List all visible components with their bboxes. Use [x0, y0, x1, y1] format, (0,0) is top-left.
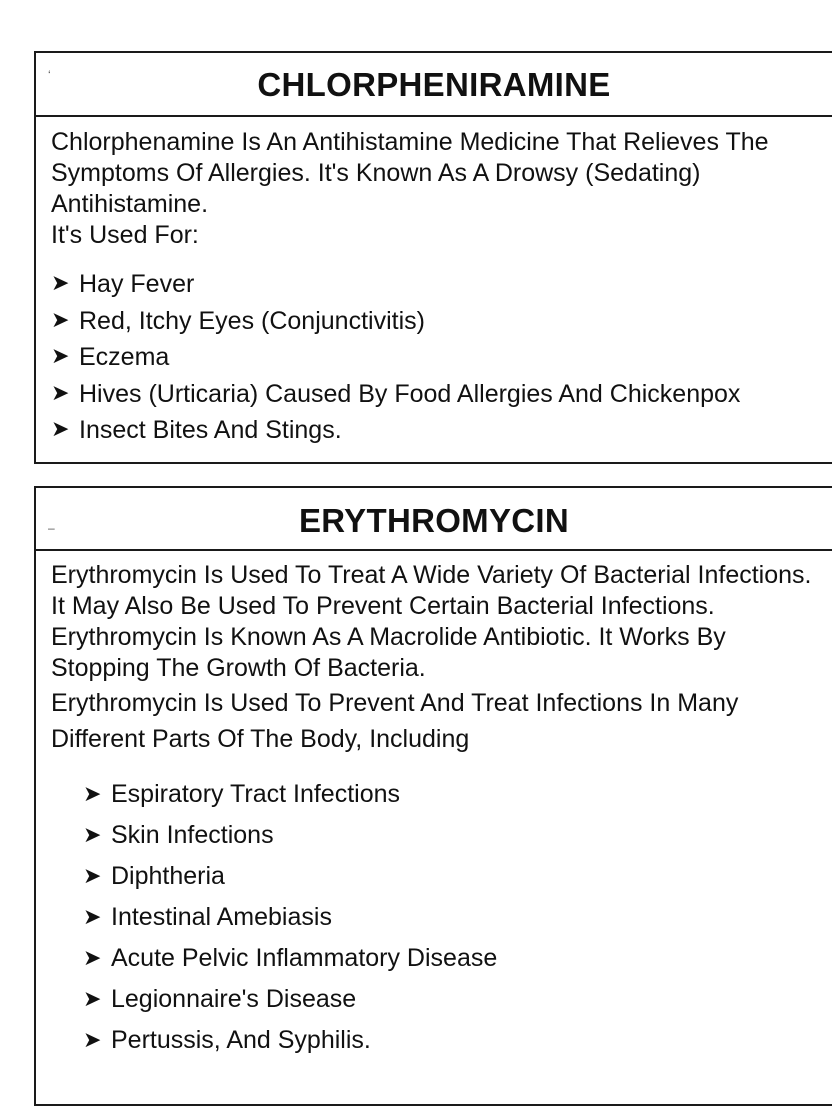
- chlorpheniramine-card: [34, 51, 832, 464]
- list-item: ➤ Espiratory Tract Infections: [83, 774, 497, 815]
- arrowhead-bullet-icon: ➤: [83, 946, 102, 971]
- arrowhead-bullet-icon: ➤: [51, 344, 70, 370]
- erythromycin-uses-list: [83, 774, 497, 1061]
- chlorpheniramine-uses-list: [51, 266, 740, 449]
- erythromycin-list-intro: Erythromycin Is Used To Prevent And Treat Infections In Many Different Parts Of The Body, Including: [51, 689, 739, 753]
- scan-mark: ‘: [48, 68, 51, 82]
- list-item: ➤ Intestinal Amebiasis: [83, 897, 497, 938]
- list-item: ➤ Eczema: [51, 339, 740, 376]
- list-item: ➤ Acute Pelvic Inflammatory Disease: [83, 938, 497, 979]
- arrowhead-bullet-icon: ➤: [83, 1028, 102, 1053]
- erythromycin-title-text: ERYTHROMYCIN: [298, 502, 570, 539]
- arrowhead-bullet-icon: ➤: [83, 864, 102, 889]
- erythromycin-description: Erythromycin Is Used To Treat A Wide Variety Of Bacterial Infections. It May Also Be Used To Prevent Certain Bacterial Infections. Erythromycin Is Known As A Macrolide Antibiotic. It Works By Stopping The Growth Of Bacteria.: [51, 561, 812, 682]
- arrowhead-bullet-icon: ➤: [83, 782, 102, 807]
- scan-mark: –: [48, 521, 55, 535]
- arrowhead-bullet-icon: ➤: [83, 905, 102, 930]
- chlorpheniramine-description: Chlorphenamine Is An Antihistamine Medicine That Relieves The Symptoms Of Allergies. It's Known As A Drowsy (Sedating) Antihistamine.: [51, 128, 769, 218]
- arrowhead-bullet-icon: ➤: [51, 271, 70, 296]
- arrowhead-bullet-icon: ➤: [51, 380, 70, 406]
- arrowhead-bullet-icon: ➤: [83, 987, 102, 1012]
- list-item: ➤ Insect Bites And Stings.: [51, 412, 740, 449]
- list-item: ➤ Legionnaire's Disease: [83, 979, 497, 1020]
- list-item: ➤ Skin Infections: [83, 815, 497, 856]
- list-item: ➤ Hives (Urticaria) Caused By Food Allergies And Chickenpox: [51, 376, 740, 413]
- arrowhead-bullet-icon: ➤: [51, 417, 70, 443]
- arrowhead-bullet-icon: ➤: [83, 823, 102, 848]
- erythromycin-card: [34, 486, 832, 1106]
- chlorpheniramine-title: [36, 53, 832, 117]
- chlorpheniramine-list-intro: It's Used For:: [51, 221, 199, 249]
- chlorpheniramine-title-text: CHLORPHENIRAMINE: [257, 66, 611, 103]
- list-item: ➤ Pertussis, And Syphilis.: [83, 1020, 497, 1061]
- arrowhead-bullet-icon: ➤: [51, 307, 70, 333]
- list-item: ➤ Hay Fever: [51, 266, 740, 303]
- list-item: ➤ Diphtheria: [83, 856, 497, 897]
- erythromycin-title: [36, 488, 832, 551]
- list-item: ➤ Red, Itchy Eyes (Conjunctivitis): [51, 303, 740, 340]
